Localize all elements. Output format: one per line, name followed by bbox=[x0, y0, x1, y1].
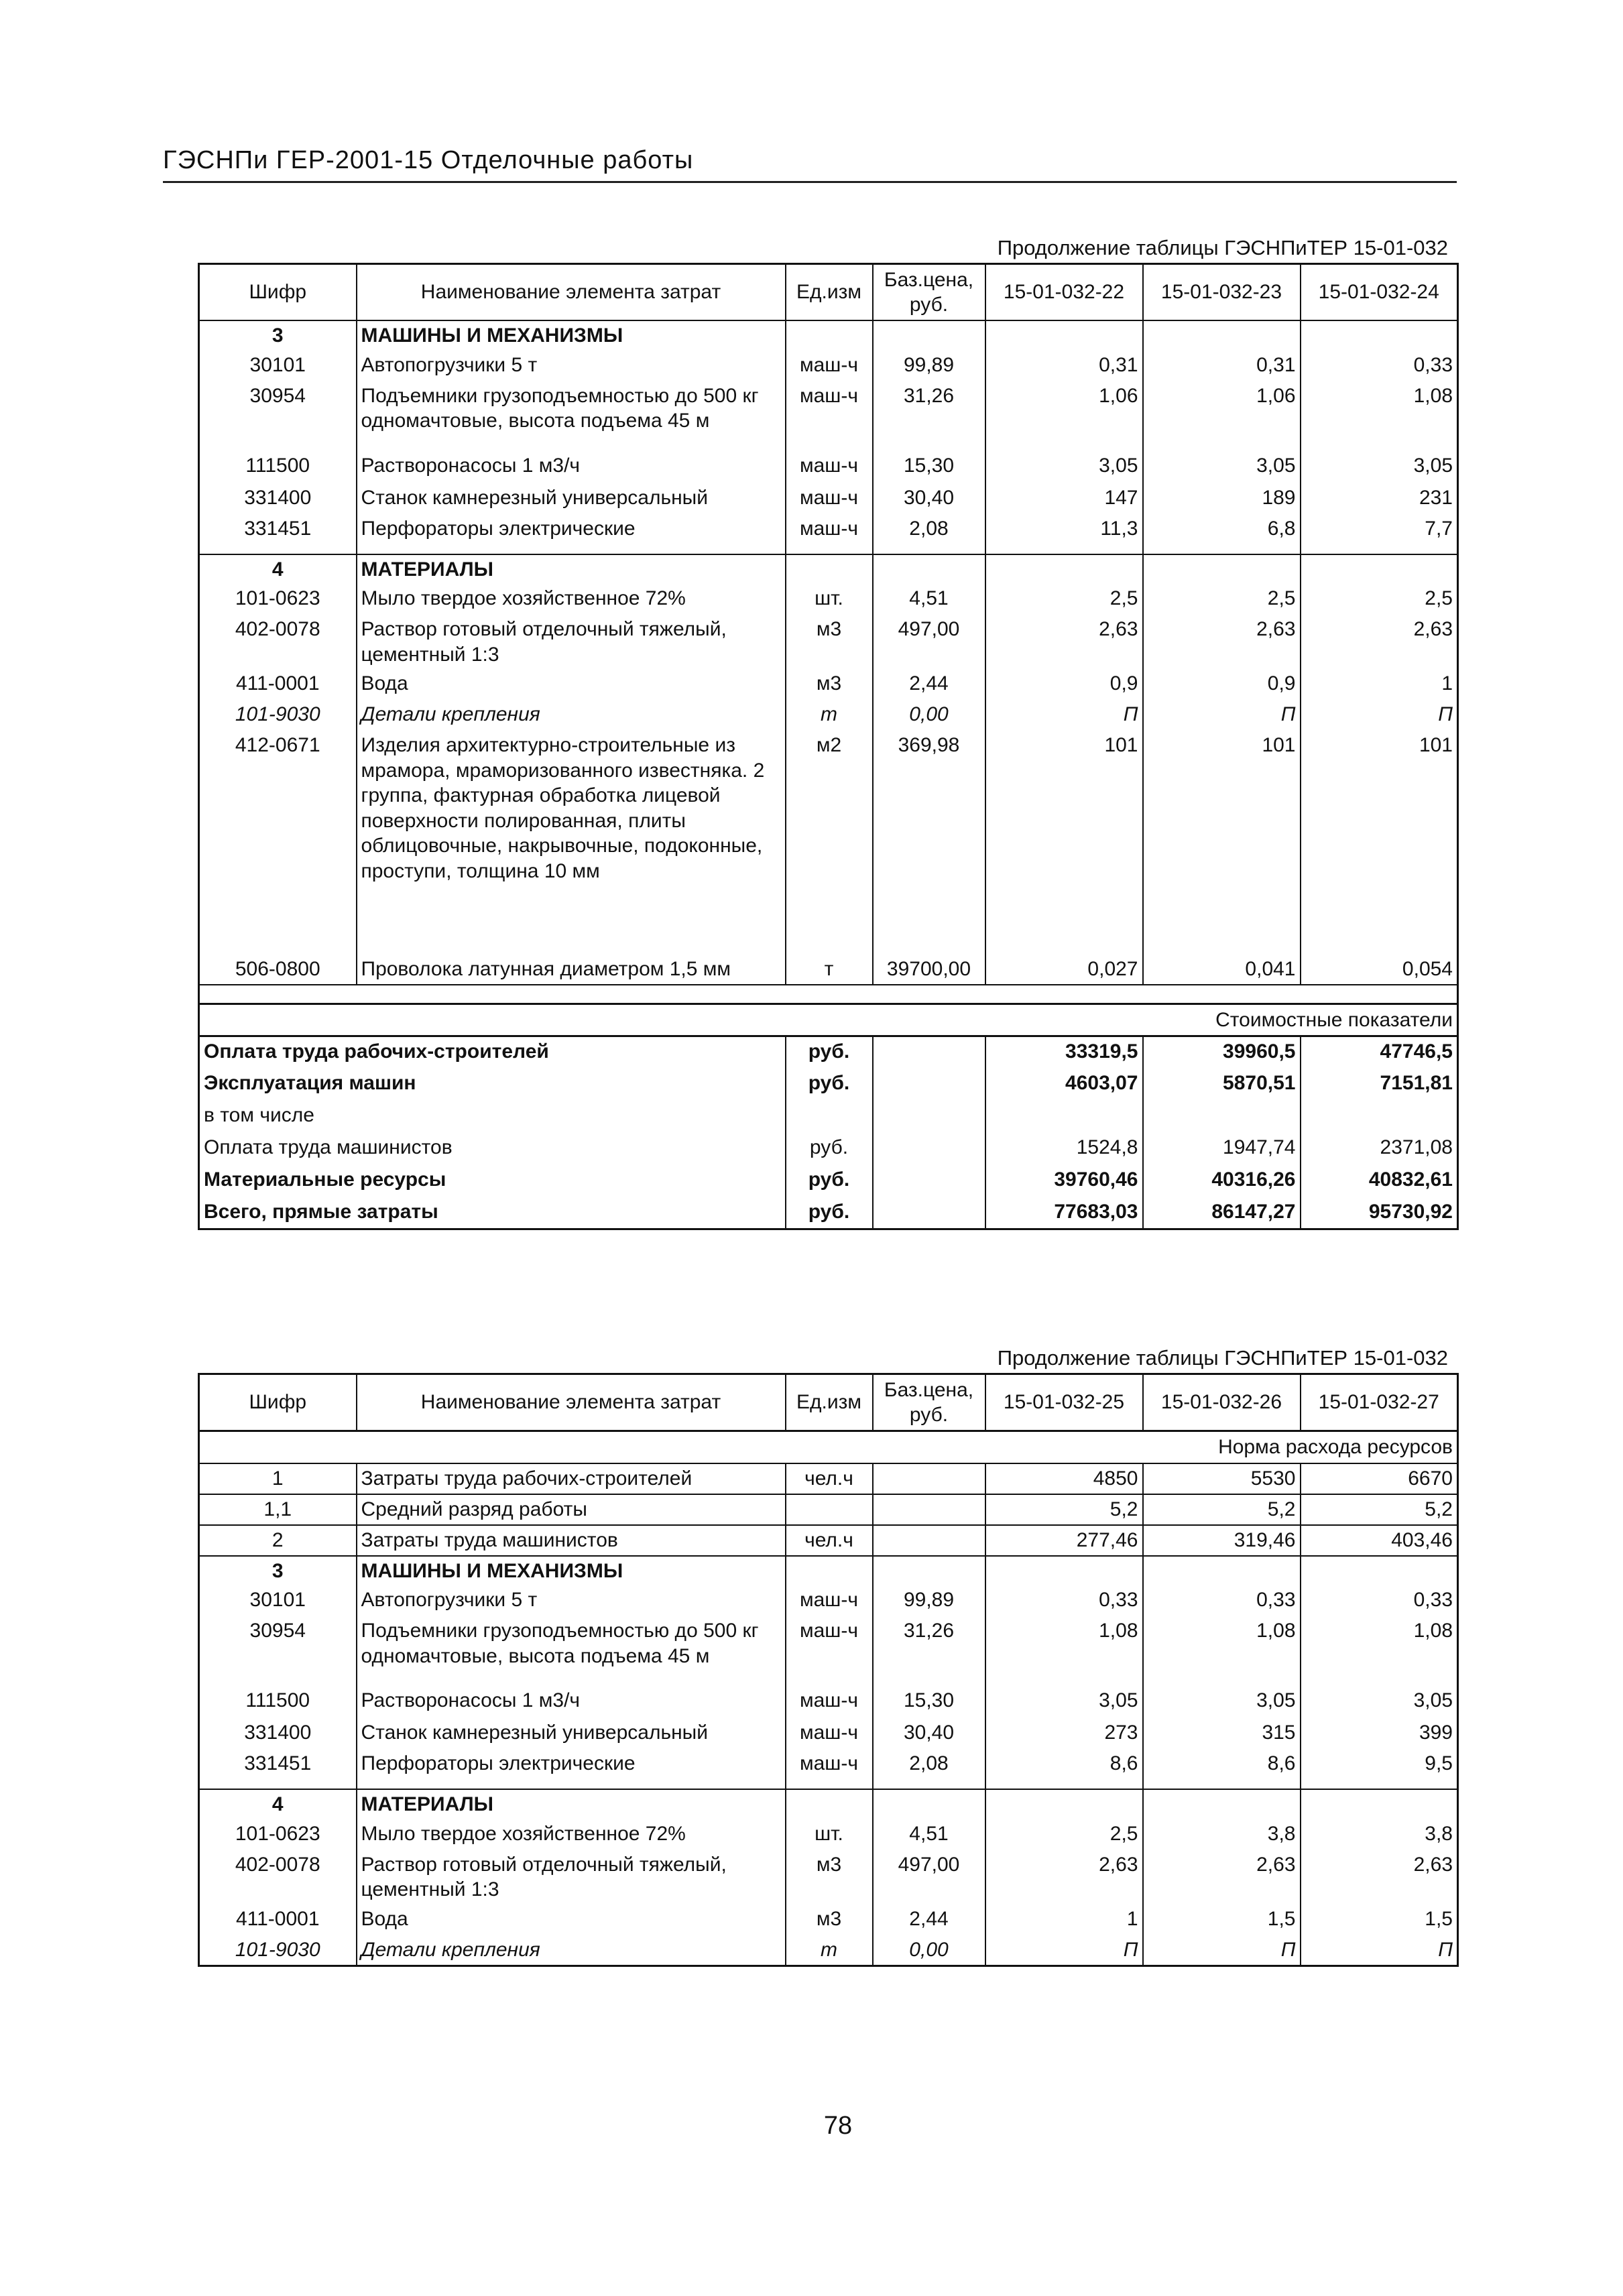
row-unit bbox=[786, 1556, 873, 1586]
row-code: 2 bbox=[199, 1525, 357, 1556]
row-value-2 bbox=[1143, 320, 1301, 351]
resource-row bbox=[199, 1585, 1458, 1616]
row-name: Станок камнерезный универсальный bbox=[357, 1718, 786, 1749]
row-name: Подъемники грузоподъемностью до 500 кг одномачтовые, высота подъема 45 м bbox=[357, 381, 786, 451]
row-code: 3 bbox=[199, 320, 357, 351]
row-code: 30101 bbox=[199, 351, 357, 381]
row-unit: чел.ч bbox=[786, 1463, 873, 1494]
page-number: 78 bbox=[823, 2112, 853, 2140]
row-base-price: 4,51 bbox=[873, 584, 985, 615]
row-code: 331451 bbox=[199, 1749, 357, 1789]
row-value-2 bbox=[1143, 1789, 1301, 1819]
row-base-price: 30,40 bbox=[873, 1718, 985, 1749]
spacer-row bbox=[199, 985, 1458, 1004]
column-header-price: Баз.цена, руб. bbox=[873, 1374, 985, 1431]
row-base-price: 30,40 bbox=[873, 483, 985, 514]
row-value-3: 0,33 bbox=[1301, 1585, 1458, 1616]
row-value-3: 1,5 bbox=[1301, 1905, 1458, 1935]
column-header-code-25: 15-01-032-25 bbox=[985, 1374, 1143, 1431]
row-value-3 bbox=[1301, 1556, 1458, 1586]
row-base-price: 2,44 bbox=[873, 669, 985, 700]
column-header-name: Наименование элемента затрат bbox=[357, 264, 786, 321]
row-code: 3 bbox=[199, 1556, 357, 1586]
row-code: 4 bbox=[199, 1789, 357, 1819]
row-code: 111500 bbox=[199, 1686, 357, 1718]
row-base-price: 39700,00 bbox=[873, 955, 985, 985]
column-header-code: Шифр bbox=[199, 264, 357, 321]
row-value-2: 6,8 bbox=[1143, 514, 1301, 554]
row-unit: маш-ч bbox=[786, 351, 873, 381]
row-unit: маш-ч bbox=[786, 381, 873, 451]
row-base-price bbox=[873, 1525, 985, 1556]
column-header-code-24: 15-01-032-24 bbox=[1301, 264, 1458, 321]
resource-row bbox=[199, 615, 1458, 669]
row-base-price bbox=[873, 1556, 985, 1586]
row-value-1: 1,08 bbox=[985, 1616, 1143, 1686]
row-value-2: 3,05 bbox=[1143, 451, 1301, 483]
section-title: МАТЕРИАЛЫ bbox=[357, 1789, 786, 1819]
resource-row bbox=[199, 381, 1458, 451]
row-value-2: 0,9 bbox=[1143, 669, 1301, 700]
section-title: МАШИНЫ И МЕХАНИЗМЫ bbox=[357, 320, 786, 351]
row-value-3: 0,33 bbox=[1301, 351, 1458, 381]
row-code: 111500 bbox=[199, 451, 357, 483]
cost-value-3: 2371,08 bbox=[1301, 1133, 1458, 1165]
row-name: Мыло твердое хозяйственное 72% bbox=[357, 584, 786, 615]
column-header-price: Баз.цена, руб. bbox=[873, 264, 985, 321]
row-value-3: 9,5 bbox=[1301, 1749, 1458, 1789]
cost-value-3: 47746,5 bbox=[1301, 1036, 1458, 1069]
resource-row bbox=[199, 483, 1458, 514]
row-code: 411-0001 bbox=[199, 1905, 357, 1935]
spacer-cell bbox=[199, 985, 1458, 1004]
row-value-1: 0,9 bbox=[985, 669, 1143, 700]
row-value-3: 6670 bbox=[1301, 1463, 1458, 1494]
row-unit: т bbox=[786, 955, 873, 985]
resource-row bbox=[199, 1616, 1458, 1686]
cost-value-3: 7151,81 bbox=[1301, 1069, 1458, 1101]
row-unit: т bbox=[786, 1935, 873, 1966]
row-value-3: 2,5 bbox=[1301, 584, 1458, 615]
cost-value-1: 33319,5 bbox=[985, 1036, 1143, 1069]
cost-row bbox=[199, 1133, 1458, 1165]
cost-name: Эксплуатация машин bbox=[199, 1069, 786, 1101]
cost-row bbox=[199, 1197, 1458, 1229]
labor-row bbox=[199, 1525, 1458, 1556]
row-value-2: П bbox=[1143, 700, 1301, 731]
section-row bbox=[199, 1556, 1458, 1586]
row-unit: маш-ч bbox=[786, 1718, 873, 1749]
row-unit bbox=[786, 1789, 873, 1819]
norm-label: Норма расхода ресурсов bbox=[199, 1431, 1458, 1463]
cost-value-2: 39960,5 bbox=[1143, 1036, 1301, 1069]
row-unit bbox=[786, 1494, 873, 1525]
row-name: Вода bbox=[357, 1905, 786, 1935]
row-value-1: П bbox=[985, 700, 1143, 731]
row-value-3: 3,8 bbox=[1301, 1819, 1458, 1850]
row-value-1: 4850 bbox=[985, 1463, 1143, 1494]
row-value-2: 3,05 bbox=[1143, 1686, 1301, 1718]
table2-header-row bbox=[199, 1374, 1458, 1431]
row-unit: маш-ч bbox=[786, 1749, 873, 1789]
table2-continuation-caption: Продолжение таблицы ГЭСНПиТЕР 15-01-032 bbox=[997, 1346, 1448, 1370]
resource-row bbox=[199, 1850, 1458, 1905]
cost-price-empty bbox=[873, 1133, 985, 1165]
row-base-price: 4,51 bbox=[873, 1819, 985, 1850]
row-code: 402-0078 bbox=[199, 615, 357, 669]
row-value-1: П bbox=[985, 1935, 1143, 1966]
row-name: Проволока латунная диаметром 1,5 мм bbox=[357, 955, 786, 985]
row-value-3 bbox=[1301, 1789, 1458, 1819]
cost-name: в том числе bbox=[199, 1101, 786, 1133]
cost-unit: руб. bbox=[786, 1036, 873, 1069]
row-name: Детали крепления bbox=[357, 1935, 786, 1966]
row-value-2: 315 bbox=[1143, 1718, 1301, 1749]
row-unit: маш-ч bbox=[786, 1686, 873, 1718]
row-value-3: 1,08 bbox=[1301, 1616, 1458, 1686]
section-title: МАШИНЫ И МЕХАНИЗМЫ bbox=[357, 1556, 786, 1586]
row-code: 30101 bbox=[199, 1585, 357, 1616]
resource-row bbox=[199, 351, 1458, 381]
cost-name: Оплата труда машинистов bbox=[199, 1133, 786, 1165]
column-header-unit: Ед.изм bbox=[786, 1374, 873, 1431]
row-value-2: 2,63 bbox=[1143, 615, 1301, 669]
row-value-2: 319,46 bbox=[1143, 1525, 1301, 1556]
table2 bbox=[198, 1373, 1459, 1967]
row-name: Средний разряд работы bbox=[357, 1494, 786, 1525]
row-value-3: П bbox=[1301, 700, 1458, 731]
cost-value-2: 1947,74 bbox=[1143, 1133, 1301, 1165]
resource-row bbox=[199, 1935, 1458, 1966]
row-unit: м3 bbox=[786, 615, 873, 669]
row-value-3: 101 bbox=[1301, 731, 1458, 955]
row-value-1: 3,05 bbox=[985, 451, 1143, 483]
row-unit: маш-ч bbox=[786, 451, 873, 483]
cost-price-empty bbox=[873, 1197, 985, 1229]
cost-row bbox=[199, 1165, 1458, 1197]
section-row bbox=[199, 554, 1458, 585]
resource-row bbox=[199, 1686, 1458, 1718]
row-value-1: 2,63 bbox=[985, 1850, 1143, 1905]
row-code: 101-0623 bbox=[199, 584, 357, 615]
row-name: Изделия архитектурно-строительные из мрамора, мраморизованного известняка. 2 группа, фактурная обработка лицевой поверхности полированная, плиты облицовочные, накрывочные, подоконные, проступи, толщина 10 мм bbox=[357, 731, 786, 955]
cost-indicators-row bbox=[199, 1004, 1458, 1036]
cost-price-empty bbox=[873, 1036, 985, 1069]
row-base-price: 99,89 bbox=[873, 351, 985, 381]
row-value-1: 101 bbox=[985, 731, 1143, 955]
page-header-title: ГЭСНПи ГЕР-2001-15 Отделочные работы bbox=[163, 146, 694, 174]
row-value-1: 0,027 bbox=[985, 955, 1143, 985]
cost-value-3 bbox=[1301, 1101, 1458, 1133]
row-value-1: 147 bbox=[985, 483, 1143, 514]
row-value-1: 2,63 bbox=[985, 615, 1143, 669]
row-value-1: 273 bbox=[985, 1718, 1143, 1749]
row-base-price: 2,08 bbox=[873, 514, 985, 554]
row-code: 101-9030 bbox=[199, 700, 357, 731]
row-value-3: 2,63 bbox=[1301, 1850, 1458, 1905]
table1 bbox=[198, 263, 1459, 1230]
section-row bbox=[199, 1789, 1458, 1819]
row-code: 1 bbox=[199, 1463, 357, 1494]
row-name: Подъемники грузоподъемностью до 500 кг одномачтовые, высота подъема 45 м bbox=[357, 1616, 786, 1686]
resource-row bbox=[199, 1905, 1458, 1935]
row-code: 411-0001 bbox=[199, 669, 357, 700]
row-value-1: 11,3 bbox=[985, 514, 1143, 554]
column-header-code-26: 15-01-032-26 bbox=[1143, 1374, 1301, 1431]
row-value-1: 5,2 bbox=[985, 1494, 1143, 1525]
resource-row bbox=[199, 451, 1458, 483]
row-value-3: 231 bbox=[1301, 483, 1458, 514]
row-value-2: 2,63 bbox=[1143, 1850, 1301, 1905]
row-base-price bbox=[873, 320, 985, 351]
row-value-2: 1,5 bbox=[1143, 1905, 1301, 1935]
row-code: 30954 bbox=[199, 381, 357, 451]
row-value-1 bbox=[985, 1556, 1143, 1586]
row-base-price: 2,44 bbox=[873, 1905, 985, 1935]
row-value-1: 3,05 bbox=[985, 1686, 1143, 1718]
row-unit: м3 bbox=[786, 1905, 873, 1935]
resource-row bbox=[199, 955, 1458, 985]
cost-value-3: 95730,92 bbox=[1301, 1197, 1458, 1229]
row-value-2: 0,041 bbox=[1143, 955, 1301, 985]
row-name: Мыло твердое хозяйственное 72% bbox=[357, 1819, 786, 1850]
cost-row bbox=[199, 1101, 1458, 1133]
row-unit: м3 bbox=[786, 669, 873, 700]
cost-price-empty bbox=[873, 1069, 985, 1101]
cost-unit: руб. bbox=[786, 1165, 873, 1197]
row-value-2: 1,08 bbox=[1143, 1616, 1301, 1686]
resource-row bbox=[199, 1718, 1458, 1749]
row-value-2: 5,2 bbox=[1143, 1494, 1301, 1525]
cost-name: Всего, прямые затраты bbox=[199, 1197, 786, 1229]
row-value-2: 1,06 bbox=[1143, 381, 1301, 451]
row-base-price: 0,00 bbox=[873, 700, 985, 731]
row-base-price: 0,00 bbox=[873, 1935, 985, 1966]
row-base-price: 31,26 bbox=[873, 1616, 985, 1686]
row-name: Затраты труда рабочих-строителей bbox=[357, 1463, 786, 1494]
row-base-price: 15,30 bbox=[873, 451, 985, 483]
row-value-1: 0,33 bbox=[985, 1585, 1143, 1616]
row-value-1: 8,6 bbox=[985, 1749, 1143, 1789]
row-value-2: 5530 bbox=[1143, 1463, 1301, 1494]
row-value-1: 1,06 bbox=[985, 381, 1143, 451]
resource-row bbox=[199, 514, 1458, 554]
row-name: Затраты труда машинистов bbox=[357, 1525, 786, 1556]
resource-row bbox=[199, 731, 1458, 955]
row-code: 331400 bbox=[199, 1718, 357, 1749]
row-value-1: 0,31 bbox=[985, 351, 1143, 381]
row-value-2: 3,8 bbox=[1143, 1819, 1301, 1850]
row-value-3: 403,46 bbox=[1301, 1525, 1458, 1556]
row-unit: чел.ч bbox=[786, 1525, 873, 1556]
row-value-2: 101 bbox=[1143, 731, 1301, 955]
row-base-price: 99,89 bbox=[873, 1585, 985, 1616]
table1-continuation-caption: Продолжение таблицы ГЭСНПиТЕР 15-01-032 bbox=[997, 236, 1448, 259]
table1-header-row bbox=[199, 264, 1458, 321]
row-value-3: 3,05 bbox=[1301, 451, 1458, 483]
row-code: 30954 bbox=[199, 1616, 357, 1686]
row-value-3 bbox=[1301, 554, 1458, 585]
row-name: Раствор готовый отделочный тяжелый, цементный 1:3 bbox=[357, 1850, 786, 1905]
row-value-2: 189 bbox=[1143, 483, 1301, 514]
column-header-code-27: 15-01-032-27 bbox=[1301, 1374, 1458, 1431]
row-value-3: 7,7 bbox=[1301, 514, 1458, 554]
row-value-3 bbox=[1301, 320, 1458, 351]
row-unit bbox=[786, 554, 873, 585]
row-unit: маш-ч bbox=[786, 1616, 873, 1686]
cost-price-empty bbox=[873, 1165, 985, 1197]
row-name: Вода bbox=[357, 669, 786, 700]
norm-label-row bbox=[199, 1431, 1458, 1463]
row-unit: т bbox=[786, 700, 873, 731]
row-name: Растворонасосы 1 м3/ч bbox=[357, 1686, 786, 1718]
cost-value-1: 1524,8 bbox=[985, 1133, 1143, 1165]
row-value-3: П bbox=[1301, 1935, 1458, 1966]
cost-indicators-label: Стоимостные показатели bbox=[199, 1004, 1458, 1036]
resource-row bbox=[199, 1749, 1458, 1789]
row-value-1: 277,46 bbox=[985, 1525, 1143, 1556]
row-unit: маш-ч bbox=[786, 514, 873, 554]
cost-row bbox=[199, 1069, 1458, 1101]
row-base-price bbox=[873, 554, 985, 585]
row-value-2: 0,33 bbox=[1143, 1585, 1301, 1616]
row-value-3: 1 bbox=[1301, 669, 1458, 700]
cost-value-1: 39760,46 bbox=[985, 1165, 1143, 1197]
row-name: Перфораторы электрические bbox=[357, 514, 786, 554]
row-value-2 bbox=[1143, 1556, 1301, 1586]
row-code: 402-0078 bbox=[199, 1850, 357, 1905]
section-title: МАТЕРИАЛЫ bbox=[357, 554, 786, 585]
column-header-code-22: 15-01-032-22 bbox=[985, 264, 1143, 321]
row-code: 101-0623 bbox=[199, 1819, 357, 1850]
row-value-1 bbox=[985, 1789, 1143, 1819]
row-value-3: 3,05 bbox=[1301, 1686, 1458, 1718]
row-unit: маш-ч bbox=[786, 483, 873, 514]
row-value-2 bbox=[1143, 554, 1301, 585]
row-base-price bbox=[873, 1789, 985, 1819]
row-code: 101-9030 bbox=[199, 1935, 357, 1966]
row-value-3: 399 bbox=[1301, 1718, 1458, 1749]
cost-value-3: 40832,61 bbox=[1301, 1165, 1458, 1197]
row-name: Автопогрузчики 5 т bbox=[357, 351, 786, 381]
row-base-price bbox=[873, 1494, 985, 1525]
row-value-1: 1 bbox=[985, 1905, 1143, 1935]
row-value-2: 8,6 bbox=[1143, 1749, 1301, 1789]
row-code: 506-0800 bbox=[199, 955, 357, 985]
cost-row bbox=[199, 1036, 1458, 1069]
row-name: Станок камнерезный универсальный bbox=[357, 483, 786, 514]
row-base-price: 2,08 bbox=[873, 1749, 985, 1789]
row-value-1 bbox=[985, 554, 1143, 585]
resource-row bbox=[199, 584, 1458, 615]
row-code: 1,1 bbox=[199, 1494, 357, 1525]
cost-value-2: 40316,26 bbox=[1143, 1165, 1301, 1197]
row-name: Детали крепления bbox=[357, 700, 786, 731]
column-header-name: Наименование элемента затрат bbox=[357, 1374, 786, 1431]
cost-unit: руб. bbox=[786, 1133, 873, 1165]
resource-row bbox=[199, 1819, 1458, 1850]
row-base-price bbox=[873, 1463, 985, 1494]
row-value-1: 2,5 bbox=[985, 1819, 1143, 1850]
row-code: 4 bbox=[199, 554, 357, 585]
row-value-1: 2,5 bbox=[985, 584, 1143, 615]
row-value-2: 0,31 bbox=[1143, 351, 1301, 381]
cost-value-1 bbox=[985, 1101, 1143, 1133]
row-base-price: 31,26 bbox=[873, 381, 985, 451]
row-code: 331400 bbox=[199, 483, 357, 514]
row-base-price: 15,30 bbox=[873, 1686, 985, 1718]
cost-name: Оплата труда рабочих-строителей bbox=[199, 1036, 786, 1069]
cost-value-2: 86147,27 bbox=[1143, 1197, 1301, 1229]
labor-row bbox=[199, 1463, 1458, 1494]
column-header-code-23: 15-01-032-23 bbox=[1143, 264, 1301, 321]
row-value-3: 2,63 bbox=[1301, 615, 1458, 669]
row-unit bbox=[786, 320, 873, 351]
labor-row bbox=[199, 1494, 1458, 1525]
resource-row bbox=[199, 669, 1458, 700]
row-value-3: 5,2 bbox=[1301, 1494, 1458, 1525]
row-unit: шт. bbox=[786, 584, 873, 615]
row-name: Автопогрузчики 5 т bbox=[357, 1585, 786, 1616]
cost-unit: руб. bbox=[786, 1197, 873, 1229]
row-value-1 bbox=[985, 320, 1143, 351]
cost-unit: руб. bbox=[786, 1069, 873, 1101]
cost-value-2: 5870,51 bbox=[1143, 1069, 1301, 1101]
cost-price-empty bbox=[873, 1101, 985, 1133]
row-code: 412-0671 bbox=[199, 731, 357, 955]
resource-row bbox=[199, 700, 1458, 731]
row-unit: м2 bbox=[786, 731, 873, 955]
row-value-2: 2,5 bbox=[1143, 584, 1301, 615]
row-value-3: 1,08 bbox=[1301, 381, 1458, 451]
header-rule bbox=[163, 181, 1457, 183]
cost-name: Материальные ресурсы bbox=[199, 1165, 786, 1197]
column-header-code: Шифр bbox=[199, 1374, 357, 1431]
cost-value-2 bbox=[1143, 1101, 1301, 1133]
column-header-unit: Ед.изм bbox=[786, 264, 873, 321]
cost-value-1: 77683,03 bbox=[985, 1197, 1143, 1229]
row-code: 331451 bbox=[199, 514, 357, 554]
row-name: Перфораторы электрические bbox=[357, 1749, 786, 1789]
row-name: Раствор готовый отделочный тяжелый, цементный 1:3 bbox=[357, 615, 786, 669]
cost-value-1: 4603,07 bbox=[985, 1069, 1143, 1101]
cost-unit bbox=[786, 1101, 873, 1133]
row-value-2: П bbox=[1143, 1935, 1301, 1966]
section-row bbox=[199, 320, 1458, 351]
row-base-price: 369,98 bbox=[873, 731, 985, 955]
row-name: Растворонасосы 1 м3/ч bbox=[357, 451, 786, 483]
row-base-price: 497,00 bbox=[873, 615, 985, 669]
row-unit: шт. bbox=[786, 1819, 873, 1850]
row-unit: маш-ч bbox=[786, 1585, 873, 1616]
row-base-price: 497,00 bbox=[873, 1850, 985, 1905]
row-value-3: 0,054 bbox=[1301, 955, 1458, 985]
row-unit: м3 bbox=[786, 1850, 873, 1905]
